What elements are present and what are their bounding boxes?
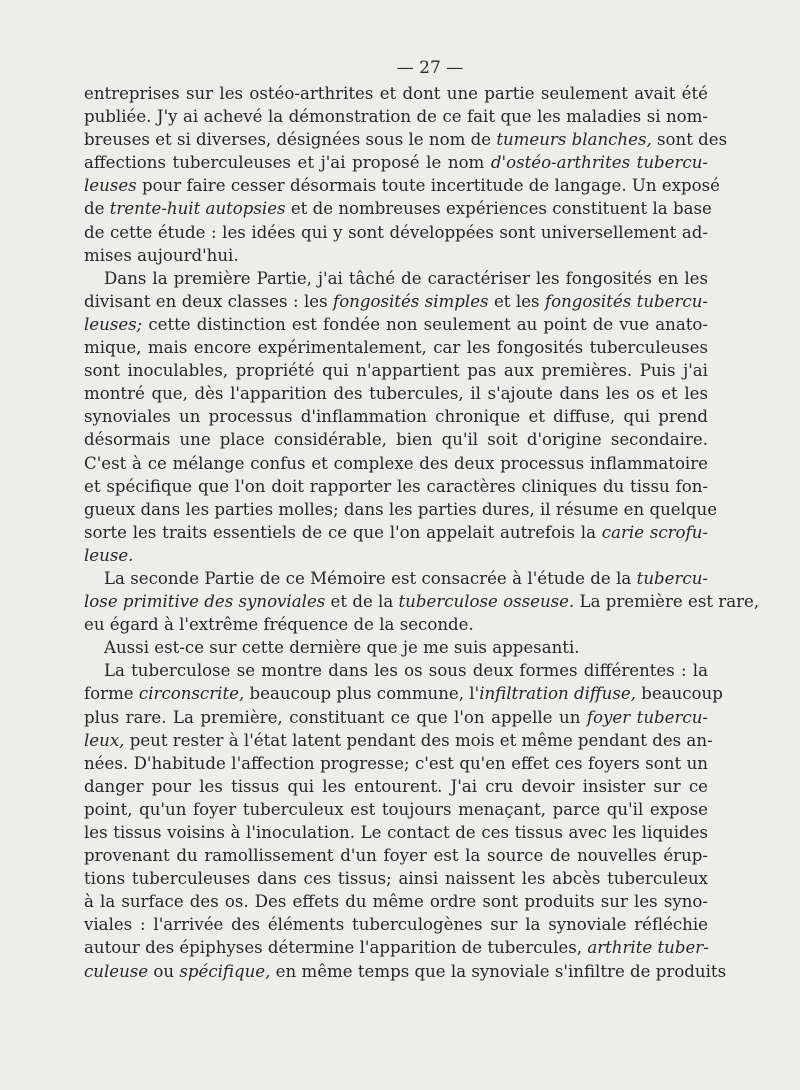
italic-text: tumeurs blanches, — [496, 130, 652, 150]
text: publiée. J'y ai achevé la démonstration de ce fait que les maladies si nom- — [84, 107, 708, 127]
text-line — [84, 682, 723, 705]
italic-text: d'ostéo-arthrites tubercu- — [490, 153, 708, 173]
paragraph — [84, 567, 760, 636]
italic-text: arthrite tuber- — [587, 938, 709, 958]
italic-text: leuses — [84, 176, 137, 196]
text-line — [84, 867, 708, 890]
text: pour faire cesser désormais toute incertitude de langage. Un exposé — [136, 176, 720, 196]
text-line — [84, 197, 712, 220]
text: entreprises sur les ostéo-arthrites et dont une partie seulement avait été — [84, 84, 708, 103]
italic-text: infiltration diffuse, — [479, 684, 636, 704]
text-line — [84, 475, 708, 498]
text: viales : l'arrivée des éléments tuberculogènes sur la synoviale réfléchie — [84, 915, 708, 935]
paragraph — [84, 659, 727, 982]
paragraph — [84, 636, 708, 659]
text-line — [84, 844, 708, 867]
italic-text: spécifique, — [179, 961, 271, 981]
text: et les — [488, 291, 545, 311]
text: divisant en deux classes : les — [84, 291, 334, 311]
italic-text: fongosités simples — [333, 291, 489, 311]
text: beaucoup plus commune, l' — [244, 684, 480, 704]
text-line — [84, 174, 720, 197]
text: de cette étude : les idées qui y sont développées sont universellement ad- — [84, 222, 708, 242]
italic-text: foyer tubercu- — [586, 707, 708, 727]
text: et de nombreuses expériences constituent la base — [285, 199, 712, 219]
text-line — [84, 729, 713, 752]
text: forme — [84, 684, 139, 704]
text-line — [84, 890, 708, 913]
italic-text: leuses; — [84, 314, 143, 334]
text-line — [84, 775, 708, 798]
text: gueux dans les parties molles; dans les parties dures, il résume en quelque — [84, 499, 718, 519]
text: C'est à ce mélange confus et complexe des deux processus inflammatoire — [84, 453, 708, 473]
text: sorte les traits essentiels de ce que l'on appelait autrefois la — [84, 522, 602, 542]
text-line — [84, 290, 708, 313]
text-line — [84, 521, 708, 544]
text-line — [84, 498, 718, 521]
text-line — [84, 544, 708, 567]
italic-text: tuberculose osseuse. — [398, 592, 575, 612]
text: provenant du ramollissement d'un foyer est la source de nouvelles érup- — [84, 846, 708, 866]
text: danger pour les tissus qui les entourent. J'ai cru devoir insister sur ce — [84, 776, 708, 796]
text: tions tuberculeuses dans ces tissus; ainsi naissent les abcès tuberculeux — [84, 869, 708, 889]
text: montré que, dès l'apparition des tubercules, il s'ajoute dans les os et les — [84, 384, 708, 404]
text: cette distinction est fondée non seulement au point de vue anato- — [142, 314, 708, 334]
text-line — [84, 752, 708, 775]
text: La tuberculose se montre dans les os sous deux formes différentes : la — [104, 661, 708, 681]
text-line — [84, 821, 708, 844]
text: de — [84, 199, 110, 219]
paragraph — [84, 82, 728, 267]
text-line — [84, 336, 708, 359]
text: mique, mais encore expérimentalement, car les fongosités tuberculeuses — [84, 338, 708, 358]
text-line — [84, 960, 727, 983]
text: La seconde Partie de ce Mémoire est consacrée à l'étude de la — [104, 568, 637, 588]
text-line — [84, 452, 708, 475]
text-line — [84, 798, 708, 821]
text-line — [84, 221, 708, 244]
text-line — [84, 105, 708, 128]
text: sont des — [651, 130, 728, 150]
text: peut rester à l'état latent pendant des mois et même pendant des an- — [124, 730, 713, 750]
text: et de la — [325, 592, 399, 612]
text-line — [84, 590, 760, 613]
text: mises aujourd'hui. — [84, 245, 239, 265]
text-line — [84, 913, 708, 936]
text-line — [84, 936, 708, 959]
text: Dans la première Partie, j'ai tâché de caractériser les fongosités en les — [104, 268, 708, 288]
text: beaucoup — [635, 684, 723, 704]
text-line — [84, 636, 708, 659]
italic-text: fongosités tubercu- — [544, 291, 708, 311]
text: eu égard à l'extrême fréquence de la seconde. — [84, 615, 474, 635]
text: point, qu'un foyer tuberculeux est toujours menaçant, parce qu'il expose — [84, 799, 708, 819]
italic-text: leux, — [84, 730, 125, 750]
italic-text: tubercu- — [636, 568, 708, 588]
text: les tissus voisins à l'inoculation. Le contact de ces tissus avec les liquides — [84, 823, 708, 842]
italic-text: leuse. — [84, 545, 134, 565]
text-line — [84, 428, 708, 451]
text: synoviales un processus d'inflammation chronique et diffuse, qui prend — [84, 407, 708, 427]
text-line — [84, 151, 708, 174]
text: à la surface des os. Des effets du même ordre sont produits sur les syno- — [84, 892, 708, 912]
paragraph — [84, 267, 718, 567]
italic-text: trente-huit autopsies — [109, 199, 286, 219]
italic-text: culeuse — [84, 961, 149, 981]
text: autour des épiphyses détermine l'apparition de tubercules, — [84, 938, 588, 958]
text: désormais une place considérable, bien qu'il soit d'origine secondaire. — [84, 430, 708, 450]
italic-text: lose primitive des synoviales — [84, 592, 326, 612]
text: plus rare. La première, constituant ce que l'on appelle un — [84, 707, 587, 727]
text: Aussi est-ce sur cette dernière que je me suis appesanti. — [104, 638, 580, 658]
body-text — [84, 82, 760, 983]
italic-text: circonscrite, — [138, 684, 245, 704]
page-number: — 27 — — [396, 58, 464, 78]
text: La première est rare, — [574, 592, 760, 612]
text-line — [84, 359, 708, 382]
text-line — [84, 659, 708, 682]
italic-text: carie scrofu- — [601, 522, 708, 542]
text-line — [84, 382, 708, 405]
text: ou — [148, 961, 180, 981]
text-line — [84, 613, 708, 636]
text-line — [84, 267, 708, 290]
text-line — [84, 405, 708, 428]
text: breuses et si diverses, désignées sous le nom de — [84, 130, 497, 150]
text-line — [84, 244, 708, 267]
text: affections tuberculeuses et j'ai proposé le nom — [84, 153, 491, 173]
text: et spécifique que l'on doit rapporter les caractères cliniques du tissu fon- — [84, 476, 708, 496]
text-line — [84, 128, 728, 151]
text: nées. D'habitude l'affection progresse; c'est qu'en effet ces foyers sont un — [84, 753, 708, 773]
text-line — [84, 706, 708, 729]
text-line — [84, 567, 708, 590]
text-line — [84, 313, 708, 336]
text: sont inoculables, propriété qui n'appartient pas aux premières. Puis j'ai — [84, 361, 708, 381]
text-line — [84, 82, 708, 105]
text: en même temps que la synoviale s'infiltre de produits — [270, 961, 727, 981]
